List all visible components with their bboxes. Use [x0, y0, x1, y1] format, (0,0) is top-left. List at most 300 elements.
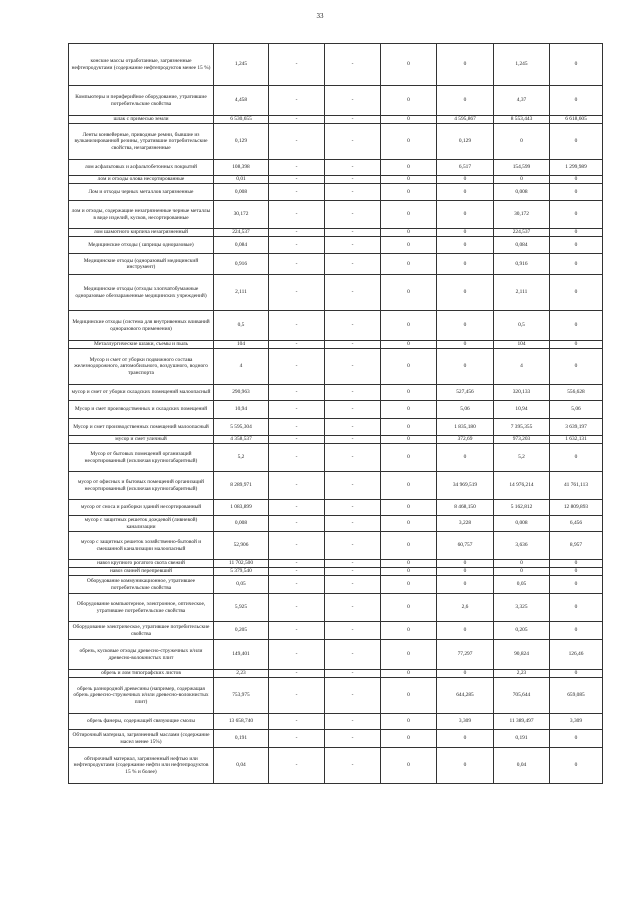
value-cell: - [269, 594, 325, 622]
value-cell: 0 [437, 568, 494, 576]
value-cell: 0,129 [214, 124, 269, 160]
value-cell: 224,537 [214, 229, 269, 237]
waste-name-cell: Оборудование компьютерное, электронное, оптическое, утратившее потребительские свойства [69, 594, 214, 622]
value-cell: - [325, 419, 381, 436]
value-cell: 0 [550, 44, 603, 86]
value-cell: - [269, 568, 325, 576]
value-cell: - [325, 385, 381, 401]
value-cell: 0 [381, 730, 437, 748]
value-cell: 90,824 [494, 640, 550, 670]
value-cell: - [325, 714, 381, 730]
value-cell: 104 [494, 341, 550, 349]
value-cell: 0,01 [214, 176, 269, 184]
value-cell: 0 [381, 516, 437, 532]
table-row [69, 254, 603, 275]
value-cell: 0 [437, 229, 494, 237]
waste-name-cell: мусор и смет от уборки складских помещений малоопасный [69, 385, 214, 401]
table-row [69, 730, 603, 748]
value-cell: 0 [550, 568, 603, 576]
value-cell: 0 [381, 237, 437, 254]
value-cell: 2,23 [214, 670, 269, 678]
value-cell: - [325, 576, 381, 594]
value-cell: - [269, 730, 325, 748]
value-cell: - [325, 349, 381, 385]
waste-name-cell: обрезь фанеры, содержащей связующие смолы [69, 714, 214, 730]
value-cell: 0 [381, 670, 437, 678]
value-cell: 0 [381, 184, 437, 201]
value-cell: 0,191 [214, 730, 269, 748]
value-cell: 2,111 [494, 275, 550, 311]
waste-name-cell: Медицинские отходы ( шприцы одноразовые) [69, 237, 214, 254]
value-cell: 0 [437, 730, 494, 748]
value-cell: 320,133 [494, 385, 550, 401]
value-cell: 1 632,131 [550, 436, 603, 444]
waste-name-cell: обрезь и лом типографских листов [69, 670, 214, 678]
value-cell: 3,325 [494, 594, 550, 622]
value-cell: 3,228 [437, 516, 494, 532]
table-row [69, 714, 603, 730]
value-cell: 0 [381, 472, 437, 500]
value-cell: 2,6 [437, 594, 494, 622]
value-cell: - [269, 472, 325, 500]
value-cell: 0,129 [437, 124, 494, 160]
page-number: 33 [316, 12, 324, 20]
value-cell: 30,172 [494, 201, 550, 229]
value-cell: 0 [381, 311, 437, 341]
value-cell: 13 658,740 [214, 714, 269, 730]
value-cell: 0 [381, 401, 437, 419]
value-cell: 0,04 [214, 748, 269, 784]
value-cell: 0 [437, 341, 494, 349]
waste-name-cell: навоз крупного рогатого скота свежий [69, 560, 214, 568]
waste-name-cell: мусор и смет уличный [69, 436, 214, 444]
value-cell: - [269, 678, 325, 714]
value-cell: 0 [381, 385, 437, 401]
table-row [69, 401, 603, 419]
waste-name-cell: обрезь, кусковые отходы древесно-стружечных и/или древесно-волокнистых плит [69, 640, 214, 670]
value-cell: 1 299,989 [550, 160, 603, 176]
value-cell: 0 [437, 560, 494, 568]
waste-name-cell: мусор с защитных решеток хозяйственно-бытовой и смешанной канализации малоопасный [69, 532, 214, 560]
value-cell: - [325, 116, 381, 124]
value-cell: - [269, 160, 325, 176]
value-cell: 8 468,150 [437, 500, 494, 516]
value-cell: 0 [437, 444, 494, 472]
waste-name-cell: шлак с примесью земли [69, 116, 214, 124]
value-cell: 34 969,519 [437, 472, 494, 500]
value-cell: 30,172 [214, 201, 269, 229]
value-cell: - [269, 748, 325, 784]
table-row [69, 124, 603, 160]
value-cell: 0 [381, 160, 437, 176]
value-cell: - [269, 576, 325, 594]
value-cell: 5,2 [494, 444, 550, 472]
value-cell: 4 [494, 349, 550, 385]
value-cell: 0 [381, 341, 437, 349]
value-cell: - [269, 275, 325, 311]
table-row [69, 341, 603, 349]
value-cell: - [269, 237, 325, 254]
table-row [69, 311, 603, 341]
value-cell: 14 976,214 [494, 472, 550, 500]
table-row [69, 670, 603, 678]
value-cell: 0,008 [494, 516, 550, 532]
waste-name-cell: Мусор и смет производственных и складских помещений [69, 401, 214, 419]
value-cell: - [269, 444, 325, 472]
value-cell: - [269, 201, 325, 229]
value-cell: 0 [381, 678, 437, 714]
value-cell: 0 [550, 176, 603, 184]
waste-table [68, 43, 603, 784]
value-cell: - [325, 568, 381, 576]
value-cell: - [325, 678, 381, 714]
table-row [69, 576, 603, 594]
value-cell: 0 [550, 444, 603, 472]
value-cell: 108,398 [214, 160, 269, 176]
value-cell: 0 [381, 116, 437, 124]
table-row [69, 176, 603, 184]
waste-name-cell: лом и отходы, содержащие незагрязненные черные металлы в виде изделий, кусков, несортированные [69, 201, 214, 229]
value-cell: 0 [494, 560, 550, 568]
value-cell: 11 389,497 [494, 714, 550, 730]
value-cell: - [325, 311, 381, 341]
value-cell: 0 [494, 568, 550, 576]
value-cell: 52,906 [214, 532, 269, 560]
waste-name-cell: Медицинские отходы (система для внутривенных вливаний одноразового применения) [69, 311, 214, 341]
table-row [69, 748, 603, 784]
value-cell: 0,5 [214, 311, 269, 341]
waste-name-cell: конские массы отработанные, загрязненные нефтепродуктами (содержание нефтепродуктов менее 15 %) [69, 44, 214, 86]
value-cell: 290,963 [214, 385, 269, 401]
value-cell: 10,94 [494, 401, 550, 419]
value-cell: - [269, 341, 325, 349]
value-cell: 0 [550, 594, 603, 622]
value-cell: - [325, 730, 381, 748]
waste-name-cell: лом шамотного кирпича незагрязненный [69, 229, 214, 237]
value-cell: 4,37 [494, 86, 550, 116]
value-cell: - [325, 229, 381, 237]
value-cell: 0 [437, 44, 494, 86]
value-cell: - [269, 532, 325, 560]
value-cell: - [325, 622, 381, 640]
value-cell: 0 [381, 275, 437, 311]
value-cell: - [269, 500, 325, 516]
value-cell: 0 [494, 176, 550, 184]
table-row [69, 385, 603, 401]
value-cell: 0 [437, 275, 494, 311]
value-cell: 0 [437, 176, 494, 184]
value-cell: 8,957 [550, 532, 603, 560]
value-cell: 705,644 [494, 678, 550, 714]
value-cell: 10,94 [214, 401, 269, 419]
value-cell: - [325, 86, 381, 116]
value-cell: 973,203 [494, 436, 550, 444]
value-cell: 0 [381, 436, 437, 444]
value-cell: - [325, 472, 381, 500]
table-row [69, 44, 603, 86]
value-cell: 0,05 [214, 576, 269, 594]
table-row [69, 229, 603, 237]
table-row [69, 444, 603, 472]
value-cell: 753,975 [214, 678, 269, 714]
value-cell: - [325, 748, 381, 784]
value-cell: 5 595,304 [214, 419, 269, 436]
value-cell: 0,05 [494, 576, 550, 594]
value-cell: 0,205 [214, 622, 269, 640]
value-cell: - [269, 116, 325, 124]
value-cell: 0 [550, 184, 603, 201]
value-cell: 0 [437, 349, 494, 385]
value-cell: 0,916 [494, 254, 550, 275]
value-cell: 154,599 [494, 160, 550, 176]
value-cell: - [269, 419, 325, 436]
table-body [69, 44, 603, 784]
value-cell: - [325, 184, 381, 201]
value-cell: 0,084 [214, 237, 269, 254]
value-cell: - [269, 349, 325, 385]
value-cell: 126,46 [550, 640, 603, 670]
value-cell: 0 [550, 86, 603, 116]
value-cell: 1,245 [494, 44, 550, 86]
value-cell: 2,23 [494, 670, 550, 678]
waste-name-cell: Обтирочный материал, загрязненный маслами (содержание масел менее 15%) [69, 730, 214, 748]
value-cell: 60,757 [437, 532, 494, 560]
value-cell: 6 618,605 [550, 116, 603, 124]
value-cell: - [325, 401, 381, 419]
value-cell: 0 [381, 640, 437, 670]
value-cell: - [269, 516, 325, 532]
value-cell: 0 [550, 237, 603, 254]
value-cell: 4,458 [214, 86, 269, 116]
value-cell: 0 [437, 748, 494, 784]
waste-name-cell: Медицинские отходы (одноразовый медицинский инструмент) [69, 254, 214, 275]
value-cell: 77,297 [437, 640, 494, 670]
value-cell: - [325, 44, 381, 86]
value-cell: - [325, 201, 381, 229]
value-cell: 0 [381, 576, 437, 594]
table-row [69, 275, 603, 311]
value-cell: - [269, 401, 325, 419]
value-cell: 0,008 [494, 184, 550, 201]
value-cell: - [325, 532, 381, 560]
value-cell: - [325, 124, 381, 160]
table-row [69, 678, 603, 714]
value-cell: - [325, 275, 381, 311]
value-cell: 0 [381, 748, 437, 784]
value-cell: 5,06 [437, 401, 494, 419]
value-cell: 41 761,113 [550, 472, 603, 500]
value-cell: 0 [550, 349, 603, 385]
value-cell: 6,517 [437, 160, 494, 176]
value-cell: - [325, 594, 381, 622]
table-row [69, 594, 603, 622]
value-cell: 0 [381, 124, 437, 160]
value-cell: 0 [550, 275, 603, 311]
value-cell: - [325, 640, 381, 670]
table-row [69, 532, 603, 560]
value-cell: - [325, 254, 381, 275]
table-row [69, 116, 603, 124]
waste-name-cell: Медицинские отходы (отходы хлопчатобумажные одноразовые обеззараженные медицинских учреждений) [69, 275, 214, 311]
value-cell: 0 [550, 201, 603, 229]
value-cell: 0 [437, 184, 494, 201]
value-cell: 224,537 [494, 229, 550, 237]
value-cell: - [325, 341, 381, 349]
value-cell: 0 [550, 341, 603, 349]
table-row [69, 560, 603, 568]
value-cell: - [269, 714, 325, 730]
waste-name-cell: Оборудование электрическое, утратившее потребительские свойства [69, 622, 214, 640]
value-cell: 0 [381, 254, 437, 275]
value-cell: 644,285 [437, 678, 494, 714]
value-cell: 11 702,500 [214, 560, 269, 568]
waste-name-cell: Ленты конвейерные, приводные ремни, бывшие из вулканизированной резины, утратившие потребительские свойства, незагрязненные [69, 124, 214, 160]
value-cell: 4 [214, 349, 269, 385]
value-cell: 4 595,867 [437, 116, 494, 124]
value-cell: 0 [550, 311, 603, 341]
value-cell: - [269, 184, 325, 201]
value-cell: 0,191 [494, 730, 550, 748]
value-cell: 0,008 [214, 516, 269, 532]
value-cell: 0,916 [214, 254, 269, 275]
value-cell: 0 [550, 576, 603, 594]
value-cell: 0 [437, 311, 494, 341]
value-cell: - [325, 670, 381, 678]
waste-name-cell: обрезь разнородной древесины (например, содержащая обрезь древесно-стружечных и/или древесно-волокнистых плит) [69, 678, 214, 714]
table-row [69, 472, 603, 500]
waste-name-cell: мусор от сноса и разборки зданий несортированный [69, 500, 214, 516]
value-cell: 0 [550, 124, 603, 160]
value-cell: 0 [381, 594, 437, 622]
value-cell: 1 083,899 [214, 500, 269, 516]
value-cell: - [325, 560, 381, 568]
value-cell: 659,085 [550, 678, 603, 714]
value-cell: 0 [437, 622, 494, 640]
table-row [69, 640, 603, 670]
value-cell: 0 [381, 229, 437, 237]
value-cell: 0 [381, 444, 437, 472]
value-cell: 0 [437, 670, 494, 678]
value-cell: 3,636 [494, 532, 550, 560]
value-cell: - [269, 229, 325, 237]
waste-name-cell: Лом и отходы черных металлов загрязненные [69, 184, 214, 201]
value-cell: - [325, 500, 381, 516]
value-cell: - [325, 176, 381, 184]
value-cell: 0 [381, 419, 437, 436]
value-cell: 0 [494, 124, 550, 160]
value-cell: 0,008 [214, 184, 269, 201]
value-cell: 5 162,812 [494, 500, 550, 516]
value-cell: 6 530,655 [214, 116, 269, 124]
value-cell: - [269, 86, 325, 116]
value-cell: 0 [381, 714, 437, 730]
value-cell: 0 [381, 500, 437, 516]
value-cell: - [269, 176, 325, 184]
table-row [69, 184, 603, 201]
value-cell: 0,04 [494, 748, 550, 784]
value-cell: 0 [381, 622, 437, 640]
table-row [69, 622, 603, 640]
value-cell: 0 [550, 229, 603, 237]
value-cell: 0 [550, 622, 603, 640]
value-cell: 0 [381, 44, 437, 86]
table-row [69, 516, 603, 532]
value-cell: 5 379,540 [214, 568, 269, 576]
waste-name-cell: лом и отходы олова несортированные [69, 176, 214, 184]
waste-name-cell: Компьютеры и периферийное оборудование, утратившие потребительские свойства [69, 86, 214, 116]
waste-name-cell: мусор с защитных решеток дождевой (ливневой) канализации [69, 516, 214, 532]
value-cell: 527,456 [437, 385, 494, 401]
value-cell: 0 [437, 237, 494, 254]
value-cell: - [269, 640, 325, 670]
value-cell: 0,5 [494, 311, 550, 341]
value-cell: 0 [550, 748, 603, 784]
value-cell: - [325, 237, 381, 254]
value-cell: 0,205 [494, 622, 550, 640]
value-cell: 372,69 [437, 436, 494, 444]
value-cell: 8 289,971 [214, 472, 269, 500]
value-cell: 0 [437, 576, 494, 594]
waste-name-cell: Мусор и смет производственных помещений малоопасный [69, 419, 214, 436]
value-cell: - [269, 385, 325, 401]
value-cell: 6,456 [550, 516, 603, 532]
value-cell: 7 395,355 [494, 419, 550, 436]
value-cell: 3,309 [550, 714, 603, 730]
value-cell: - [325, 436, 381, 444]
waste-name-cell: навоз свиней перепревший [69, 568, 214, 576]
table-row [69, 500, 603, 516]
value-cell: - [325, 444, 381, 472]
value-cell: 12 809,893 [550, 500, 603, 516]
value-cell: 104 [214, 341, 269, 349]
table-row [69, 160, 603, 176]
value-cell: - [269, 560, 325, 568]
value-cell: 556,628 [550, 385, 603, 401]
value-cell: - [269, 436, 325, 444]
value-cell: 0 [437, 201, 494, 229]
value-cell: - [269, 124, 325, 160]
value-cell: - [269, 670, 325, 678]
value-cell: 0 [381, 349, 437, 385]
value-cell: 0 [381, 201, 437, 229]
value-cell: 0 [550, 730, 603, 748]
value-cell: 4 358,537 [214, 436, 269, 444]
value-cell: 149,401 [214, 640, 269, 670]
value-cell: 0 [550, 254, 603, 275]
value-cell: 5,06 [550, 401, 603, 419]
value-cell: 0 [381, 532, 437, 560]
table-row [69, 86, 603, 116]
value-cell: 5,925 [214, 594, 269, 622]
value-cell: 0 [381, 86, 437, 116]
table-row [69, 436, 603, 444]
table-row [69, 568, 603, 576]
value-cell: 1 835,180 [437, 419, 494, 436]
value-cell: 0 [437, 254, 494, 275]
value-cell: 0 [550, 670, 603, 678]
value-cell: - [269, 44, 325, 86]
value-cell: 0 [381, 176, 437, 184]
waste-name-cell: Металлургические шлаки, съемы и пыль [69, 341, 214, 349]
table-row [69, 349, 603, 385]
waste-name-cell: мусор от офисных и бытовых помещений организаций несортированный (исключая крупногабаритный) [69, 472, 214, 500]
value-cell: 3 639,197 [550, 419, 603, 436]
waste-name-cell: обтирочный материал, загрязненный нефтью или нефтепродуктами (содержание нефти или нефтепродуктов 15 % и более) [69, 748, 214, 784]
value-cell: 8 553,443 [494, 116, 550, 124]
value-cell: - [269, 254, 325, 275]
value-cell: 3,309 [437, 714, 494, 730]
value-cell: 0 [381, 560, 437, 568]
